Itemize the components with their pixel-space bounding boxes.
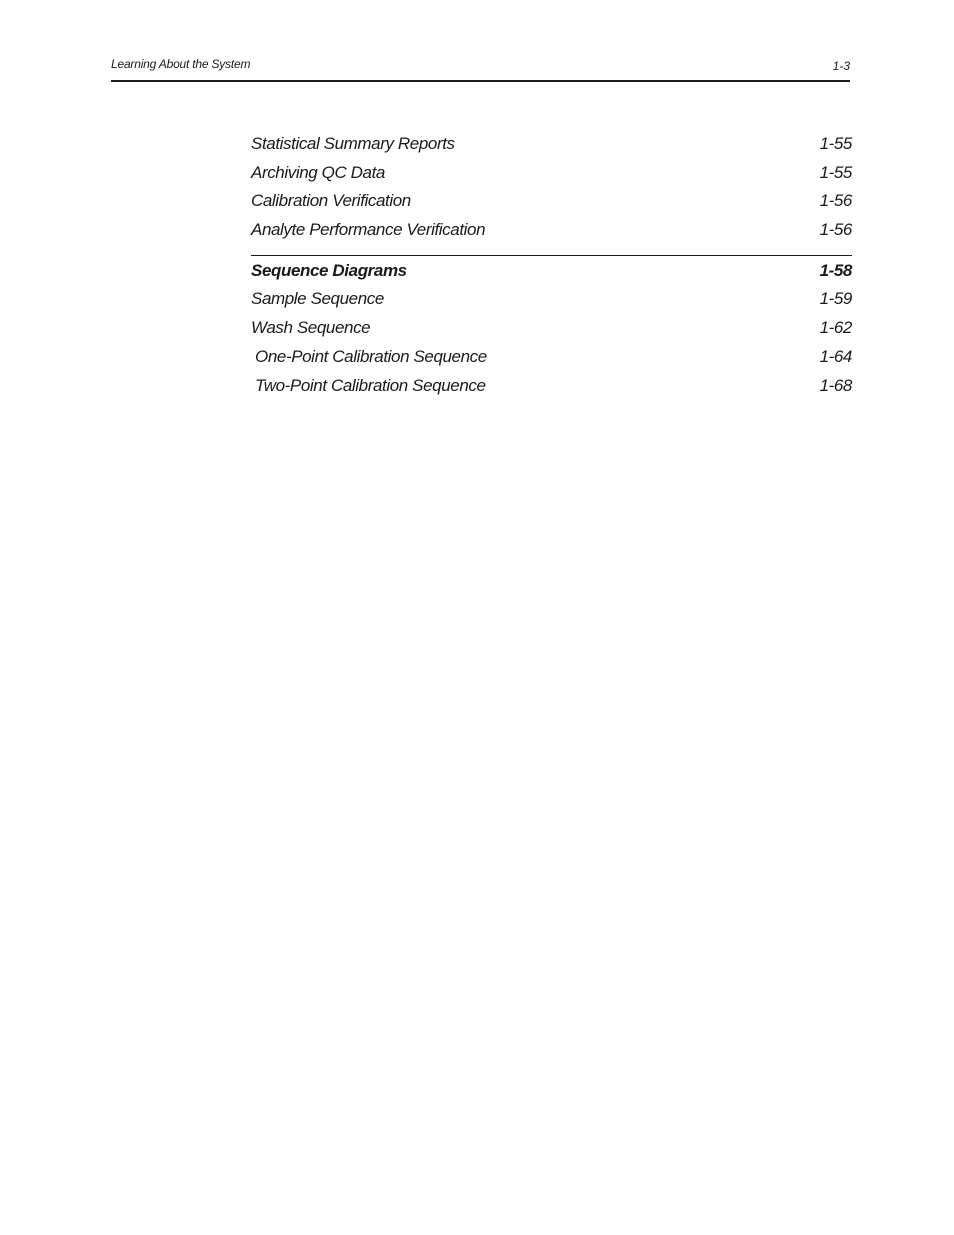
toc-entry-page: 1-56: [819, 191, 852, 211]
toc-entry-label: Two-Point Calibration Sequence: [255, 375, 486, 395]
toc-entry[interactable]: [251, 216, 852, 245]
toc-entry-label: Sample Sequence: [251, 289, 384, 309]
toc-entry-label: Wash Sequence: [251, 318, 371, 338]
toc-entry[interactable]: [251, 130, 852, 159]
toc-entry[interactable]: [251, 285, 852, 314]
toc-entry-page: 1-55: [819, 134, 852, 153]
page-number: 1-3: [832, 59, 850, 73]
toc-entry[interactable]: [251, 159, 852, 188]
toc-entry-page: 1-68: [819, 375, 852, 395]
toc-entry-page: 1-55: [819, 162, 852, 182]
running-header-title: Learning About the System: [111, 57, 251, 71]
toc-entry[interactable]: [251, 372, 852, 401]
toc-entry-page: 1-59: [819, 289, 852, 309]
toc-entry-page: 1-64: [819, 346, 852, 366]
toc-entry-page: 1-56: [819, 220, 852, 240]
toc-group-qc: [251, 130, 852, 245]
toc-entry-label: Calibration Verification: [251, 191, 411, 211]
table-of-contents: [251, 130, 852, 400]
toc-entry-page: 1-62: [819, 318, 852, 338]
page-header: [111, 56, 850, 82]
toc-entry[interactable]: [251, 343, 852, 372]
toc-entry-label: Archiving QC Data: [251, 162, 385, 182]
toc-entry-label: Statistical Summary Reports: [251, 134, 455, 153]
toc-entry[interactable]: [251, 314, 852, 343]
toc-entry-label: One-Point Calibration Sequence: [255, 346, 487, 366]
toc-group-sequence-diagrams: [251, 255, 852, 400]
toc-section-heading[interactable]: [251, 257, 852, 286]
toc-entry-label: Analyte Performance Verification: [251, 220, 486, 240]
toc-entry[interactable]: [251, 187, 852, 216]
toc-section-label: Sequence Diagrams: [251, 260, 407, 280]
toc-section-page: 1-58: [819, 260, 852, 280]
